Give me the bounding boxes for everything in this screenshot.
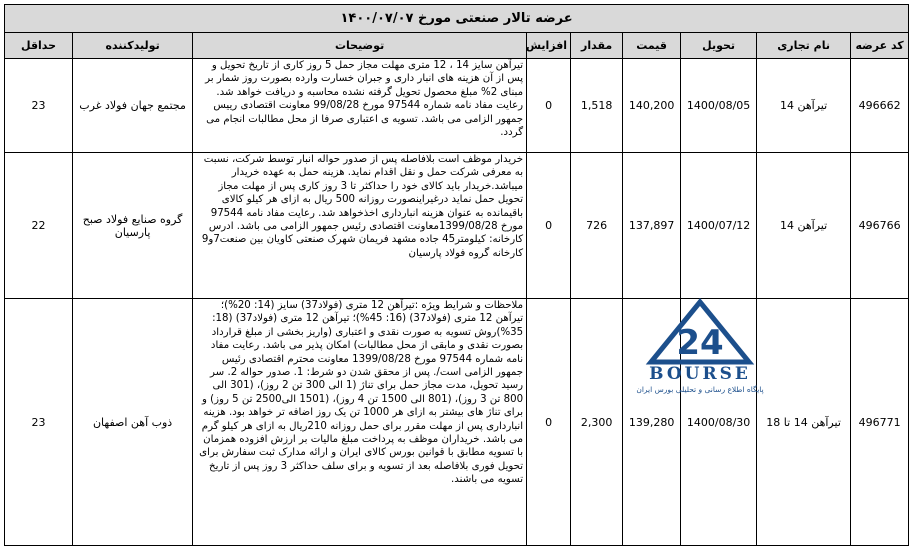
cell-increase-value: 0	[545, 415, 553, 429]
logo-subtitle: پایگاه اطلاع رسانی و تحلیلی بورس ایران	[636, 385, 764, 394]
cell-delivery: 1400/08/30	[681, 299, 757, 546]
col-increase: افزایش	[527, 33, 571, 59]
cell-price: 139,280	[623, 299, 681, 546]
cell-producer: گروه صنایع فولاد صبح پارسیان	[73, 153, 193, 299]
col-name: نام تجاری	[757, 33, 851, 59]
col-amount: مقدار	[571, 33, 623, 59]
cell-desc: تیرآهن سایز 14 ، 12 متری مهلت مجاز حمل 5 روز کاری از تاریخ تحویل و پس از آن هزینه های انبار داری و جبران خسارت وارده بصورت روز شمار بر مبنای 2% مبلغ محصول تحویل گرفته نشده محاسبه و دریافت خواهد شد. رعایت مفاد نامه شماره 97544 مورخ 99/08/28 معاونت اقتصادی رییس جمهور الزامی می باشد. تسویه ی اعتباری صرفا از محل مطالبات انجام می گردد.	[193, 59, 527, 153]
cell-name: تیرآهن 14 تا 18	[757, 299, 851, 546]
col-producer: تولیدکننده	[73, 33, 193, 59]
cell-code: 496771	[851, 299, 909, 546]
table-row	[5, 59, 909, 153]
cell-amount: 726	[571, 153, 623, 299]
cell-increase: 0	[527, 59, 571, 153]
cell-min: 22	[5, 153, 73, 299]
cell-min: 23	[5, 59, 73, 153]
col-delivery: تحویل	[681, 33, 757, 59]
offer-table	[4, 4, 909, 546]
cell-producer: ذوب آهن اصفهان	[73, 299, 193, 546]
cell-name: تیرآهن 14	[757, 59, 851, 153]
col-desc: توضیحات	[193, 33, 527, 59]
cell-producer: مجتمع جهان فولاد غرب	[73, 59, 193, 153]
table-title: عرضه تالار صنعتی مورخ ۱۴۰۰/۰۷/۰۷	[5, 5, 909, 33]
cell-price: 137,897	[623, 153, 681, 299]
cell-increase	[527, 299, 571, 546]
logo-number: 24	[676, 323, 724, 363]
bourse24-logo	[620, 298, 780, 394]
col-price: قیمت	[623, 33, 681, 59]
cell-min: 23	[5, 299, 73, 546]
col-min: حداقل	[5, 33, 73, 59]
cell-desc: ملاحظات و شرایط ویژه :تیرآهن 12 متری (فولاد37) سایز (14: 20%)؛ تیرآهن 12 متری (فولاد37) (16: 45%)؛ تیرآهن 12 متری (فولاد37) (18: 35%)روش تسویه به صورت نقدی و اعتباری (واریز بخشی از مبلغ قرارداد بصورت نقدی و مابقی از محل مطالبات) امکان پذیر می باشد. رعایت مفاد نامه شماره 97544 مورخ 1399/08/28 معاونت محترم اقتصادی رئیس جمهور الزامی است/. پس از محقق شدن دو شرط: 1. صدور حواله 2. سر رسید تحویل، مدت مجاز حمل برای تناژ (1 الی 300 تن 2 روز)، (301 الی 800 تن 3 روز)، (801 الی 1500 تن 4 روز)، (1501 الی2500 تن 5 روز) و برای تناژ های بیشتر به ازای هر 1000 تن یک روز اضافه تر خواهد بود. هزینه انبارداری پس از مهلت مقرر برای حمل روزانه 210ریال به ازای هر کیلو گرم می باشد. خریداران موظف به پرداخت مبلغ مالیات بر ارزش افزوده همزمان با تسویه مطابق با قوانین بورس کالای ایران و ارائه مدارک ثبت سفارش برای تحویل فوری بلافاصله بعد از تسویه و برای سلف حداکثر 3 روز پس از تاریخ تسویه می باشند.	[193, 299, 527, 546]
bourse24-emblem-icon	[645, 298, 755, 366]
cell-code: 496766	[851, 153, 909, 299]
cell-amount: 2,300	[571, 299, 623, 546]
logo-word: BOURSE	[649, 364, 751, 384]
table-row	[5, 153, 909, 299]
cell-name: تیرآهن 14	[757, 153, 851, 299]
cell-delivery: 1400/08/05	[681, 59, 757, 153]
cell-delivery: 1400/07/12	[681, 153, 757, 299]
cell-code: 496662	[851, 59, 909, 153]
cell-price: 140,200	[623, 59, 681, 153]
cell-desc: خریدار موظف است بلافاصله پس از صدور حواله انبار توسط شرکت، نسبت به معرفی شرکت حمل و نقل اقدام نماید. هزینه حمل به عهده خریدار میباشد.خریدار باید کالای خود را حداکثر تا 3 روز کاری پس از مهلت مجاز تحویل حمل نماید درغیراینصورت روزانه 500 ریال به ازای هر کیلو کالای باقیمانده به عنوان هزینه انبارداری اخذخواهد شد. رعایت مفاد نامه 97544 مورخ 1399/08/28معاونت اقتصادی رئیس جمهور الزامی می باشد. ادرس کارخانه: کیلومتر45 جاده مشهد فریمان شهرک صنعتی کاویان بین صنعت7و9 کارخانه گروه فولاد پارسیان	[193, 153, 527, 299]
cell-increase: 0	[527, 153, 571, 299]
col-code: کد عرضه	[851, 33, 909, 59]
cell-amount: 1,518	[571, 59, 623, 153]
